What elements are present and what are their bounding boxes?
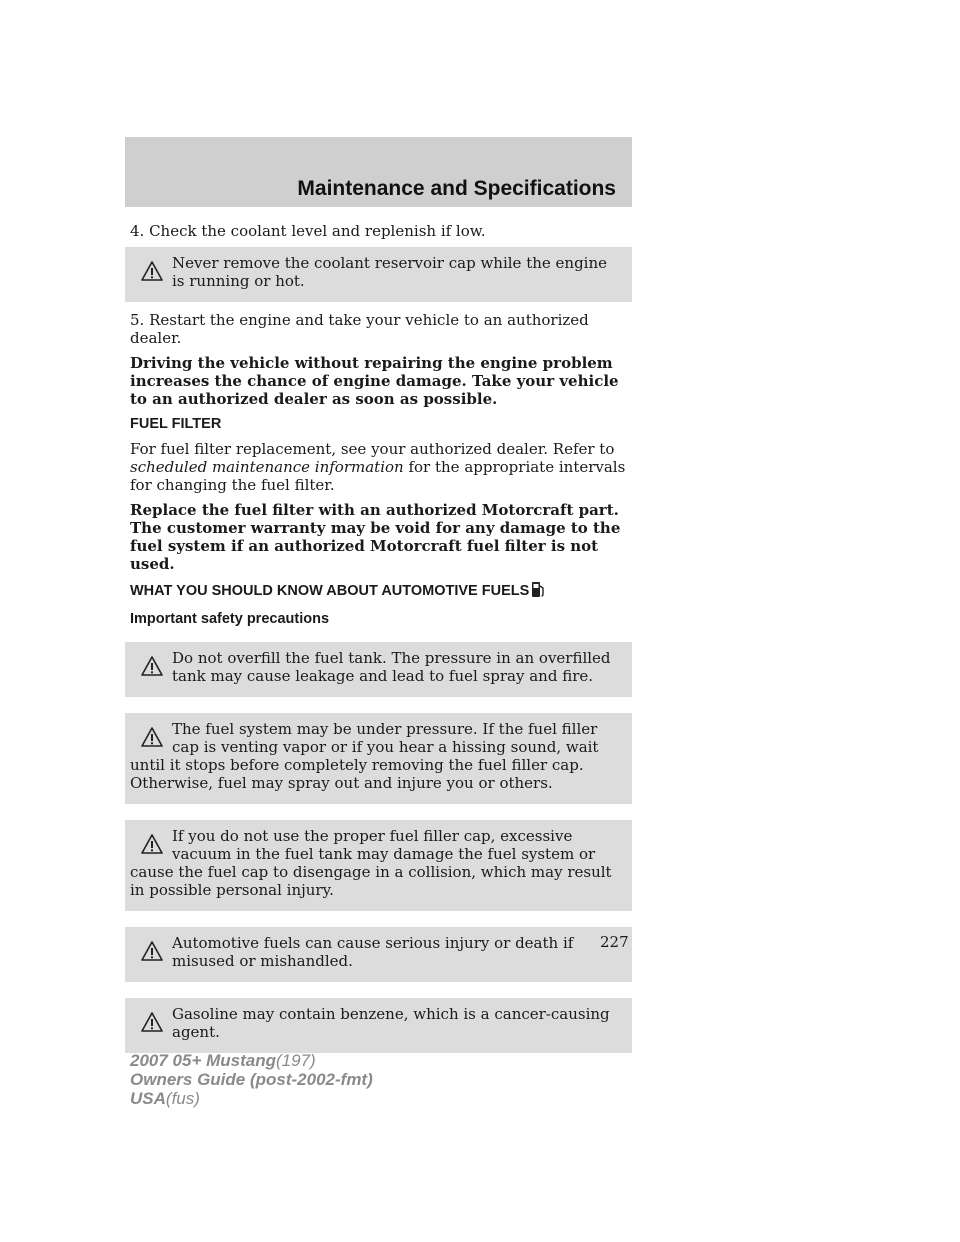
footer-line-2 [130,1070,373,1089]
warning-box-benzene [125,998,632,1053]
warning-box-coolant [125,247,632,302]
heading-fuel-filter: FUEL FILTER [130,416,222,432]
fuel-filter-text-a: For fuel filter replacement, see your authorized dealer. Refer to [130,440,615,458]
page-number: 227 [600,933,629,951]
fuel-filter-text-b: for the appropriate intervals for changing the fuel filter. [130,458,626,494]
warning-text: Do not overfill the fuel tank. The pressure in an overfilled tank may cause leakage and lead to fuel spray and fire. [172,649,611,685]
step-4: 4. Check the coolant level and replenish if low. [130,222,486,240]
warning-triangle-icon [141,1012,163,1032]
step-5: 5. Restart the engine and take your vehicle to an authorized dealer. [130,311,589,347]
warning-triangle-icon [141,261,163,281]
section-header-band [125,137,632,207]
warning-box-pressure [125,713,632,804]
fuel-pump-icon [531,580,545,598]
footer-guide-type: Owners Guide (post-2002-fmt) [130,1070,373,1089]
warning-box-filler-cap [125,820,632,911]
heading-automotive-fuels [130,580,632,600]
warning-triangle-icon [141,656,163,676]
heading-automotive-fuels-text: WHAT YOU SHOULD KNOW ABOUT AUTOMOTIVE FUELS [130,583,530,599]
warning-triangle-icon [141,941,163,961]
warning-text: Never remove the coolant reservoir cap while the engine is running or hot. [172,254,607,290]
warning-box-misuse [125,927,632,982]
warning-text: The fuel system may be under pressure. If the fuel filler cap is venting vapor or if you hear a hissing sound, wait until it stops before completely removing the fuel filler cap. Otherwise, fuel may spray out and injure you or others. [130,720,599,792]
warning-text: If you do not use the proper fuel filler cap, excessive vacuum in the fuel tank may damage the fuel system or cause the fuel cap to disengage in a collision, which may result in possible personal injury. [130,827,612,899]
footer-market-code: (fus) [165,1089,200,1108]
warning-text: Gasoline may contain benzene, which is a cancer-causing agent. [172,1005,610,1041]
fuel-filter-reference: scheduled maintenance information [130,458,404,476]
warning-triangle-icon [141,727,163,747]
fuel-filter-paragraph [130,440,632,494]
heading-safety-precautions: Important safety precautions [130,611,330,627]
engine-damage-notice: Driving the vehicle without repairing the engine problem increases the chance of engine damage. Take your vehicle to an authorized dealer as soon as possible. [130,354,619,408]
warning-box-overfill [125,642,632,697]
footer-line-1 [130,1051,373,1070]
warning-text: Automotive fuels can cause serious injury or death if misused or mishandled. [172,934,574,970]
footer-market: USA [130,1089,166,1108]
warning-triangle-icon [141,834,163,854]
section-title: Maintenance and Specifications [297,177,616,200]
document-footer [130,1051,373,1108]
fuel-filter-notice: Replace the fuel filter with an authorized Motorcraft part. The customer warranty may be void for any damage to the fuel system if an authorized Motorcraft fuel filter is not used. [130,501,621,573]
footer-model: 2007 05+ Mustang [130,1051,276,1070]
footer-line-3 [130,1089,373,1108]
page-content [130,222,632,1062]
footer-model-code: (197) [276,1051,316,1070]
